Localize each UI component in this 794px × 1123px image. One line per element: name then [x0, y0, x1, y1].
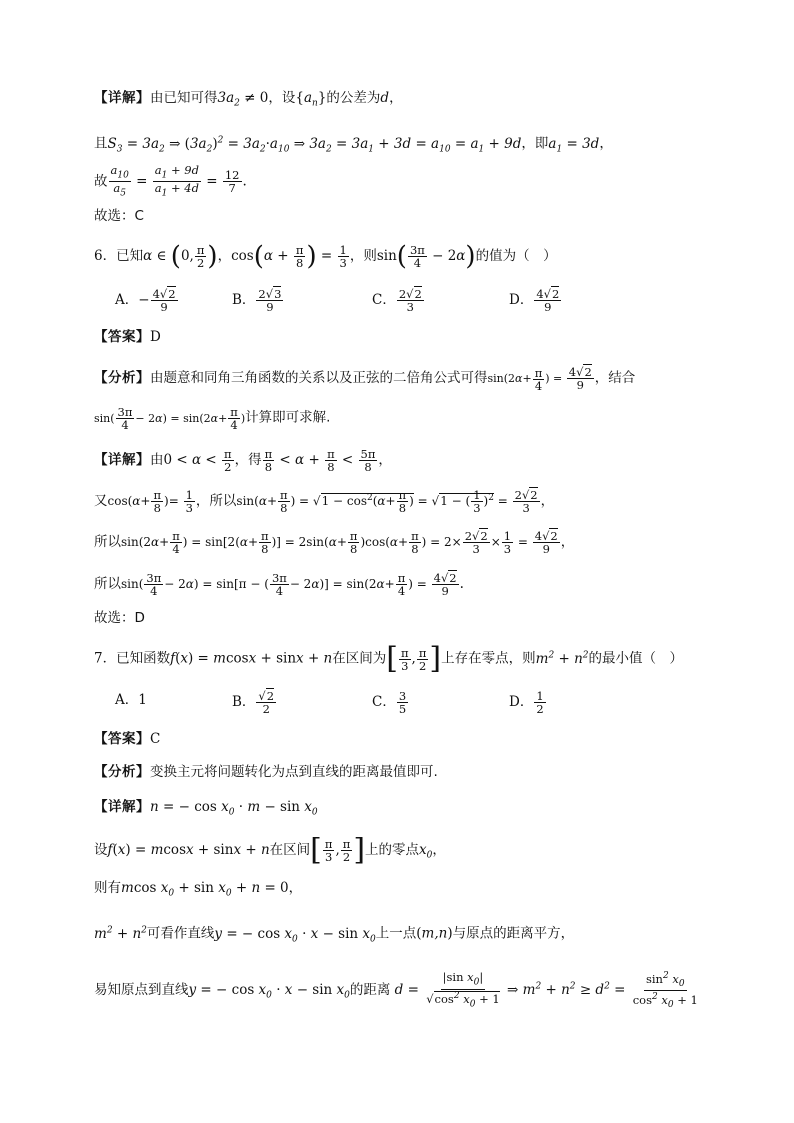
q7-option-d[interactable]: D． $\frac{1}{2}$ — [509, 689, 544, 716]
question-number: 7． — [94, 650, 117, 667]
detail-tag: 【详解】 — [94, 452, 150, 468]
q7-option-c[interactable]: C． $\frac{3}{5}$ — [372, 689, 407, 716]
q6-option-c[interactable]: C． $\frac{2√2}{3}$ — [372, 287, 422, 314]
detail-tag: 【详解】 — [94, 799, 150, 815]
q6-analysis-line1: 【分析】由题意和同角三角函数的关系以及正弦的二倍角公式可得sin(2α+ $\frac{\pi}{4}$ ) = $\frac{4√2}{9}$ ，结合 — [94, 365, 636, 393]
question-number: 6． — [94, 248, 117, 264]
answer-tag: 【答案】 — [94, 329, 150, 345]
q6-detail-line1: 【详解】由0 < α < $\frac{\pi}{2}$ ，得 $\frac{\pi}{8}$ < α + $\frac{\pi}{8}$ < $\frac{5\pi}{8}$ ， — [94, 447, 392, 474]
q5-choose: 故选：C — [94, 208, 144, 224]
q6-option-d[interactable]: D． $\frac{4√2}{9}$ — [509, 287, 560, 314]
q7-detail-line1: 【详解】n = − $\cos x_0 \cdot m - \sin x_0$ — [94, 799, 318, 818]
q6-stem: 6．已知α ∈ (0, $\frac{\pi}{2}$ )，cos(α + $\frac{\pi}{8}$ ) = $\frac{1}{3}$ ，则sin( $\frac{3\pi}{4}$ − 2α)的值为（ ） — [94, 241, 557, 272]
q7-analysis: 【分析】变换主元将问题转化为点到直线的距离最值即可. — [94, 764, 438, 780]
q5-detail-line3: 故 $\frac{a_{10}}{a_5}$ = $\frac{a_1 + 9d}{a_1 + 4d}$ = $\frac{12}{7}$ . — [94, 163, 247, 199]
fraction: $\frac{a_{10}}{a_5}$ — [110, 163, 129, 199]
q5-detail-line1: 【详解】由已知可得$3a_2 \ne 0$，设$\{a_n\}$的公差为d， — [94, 90, 403, 109]
q6-detail-line4: 所以sin( $\frac{3\pi}{4}$ − 2α) = sin[π − ( $\frac{3\pi}{4}$ − 2α)] = sin(2α+ $\frac{\pi}{4}$ ) = $\frac{4√2}{9}$ . — [94, 571, 464, 598]
q6-choose: 故选：D — [94, 610, 145, 626]
q6-detail-line3: 所以sin(2α+ $\frac{\pi}{4}$ ) = sin[2(α+ $\frac{\pi}{8}$ )] = 2sin(α+ $\frac{\pi}{8}$ )cos(α+ $\frac{\pi}{8}$ ) = 2× $\frac{2√2}{3}$ × $\frac{1}{3}$ = $\frac{4√2}{9}$ ， — [94, 529, 575, 556]
q6-option-a[interactable]: A．− $\frac{4√2}{9}$ — [115, 287, 176, 314]
q7-detail-line3: 则有mcos $x_0 + \sin x_0 + n = 0$， — [94, 880, 303, 899]
q6-option-b[interactable]: B． $\frac{2√3}{9}$ — [232, 287, 282, 314]
answer-tag: 【答案】 — [94, 731, 150, 747]
math-expr: $3a_2 \ne 0$ — [217, 90, 269, 109]
q7-detail-line2: 设f(x) = mcosx + sinx + n在区间[ $\frac{\pi}{3}$ , $\frac{\pi}{2}$ ]上的零点$x_0$， — [94, 832, 446, 868]
detail-tag: 【详解】 — [94, 90, 150, 106]
q7-detail-line5: 易知原点到直线y = − $\cos x_0 \cdot x - \sin x_0$的距离 d = $\frac{|\sin x_0|}{√\cos^2 x_0 + 1}$ ⇒ $m^2 + n^2 \ge d^2$ = $\frac{\sin^2 x_0}{\cos^2 x_0 + 1}$ — [94, 970, 698, 1011]
q6-detail-line2: 又cos(α+ $\frac{\pi}{8}$ )= $\frac{1}{3}$ ，所以sin(α+ $\frac{\pi}{8}$ ) = $√1 - \cos^2(\alpha+$ $\frac{\pi}{8}$ ) = √1 − ( $\frac{1}{3}$ )$^2$ = $\frac{2√2}{3}$ ， — [94, 488, 555, 515]
q7-stem: 7．已知函数f(x) = mcosx + sinx + n在区间为[ $\frac{\pi}{3}$ , $\frac{\pi}{2}$ ]上存在零点，则$m^2 + n^2$的最小值（ ） — [94, 641, 684, 676]
fraction: $\frac{a_1 + 9d}{a_1 + 4d}$ — [154, 163, 199, 199]
q7-option-b[interactable]: B． $\frac{√2}{2}$ — [232, 689, 275, 716]
q6-analysis-line2: sin( $\frac{3\pi}{4}$ − 2α) = sin(2α+ $\frac{\pi}{4}$ )计算即可求解. — [94, 405, 331, 432]
analysis-tag: 【分析】 — [94, 764, 150, 780]
fraction: $\frac{12}{7}$ — [224, 168, 240, 196]
analysis-tag: 【分析】 — [94, 370, 150, 386]
math-expr: $\{a_n\}$ — [295, 90, 327, 109]
math-expr: $S_3 = 3a_2$ ⇒ $(3a_2)^2 = 3a_2\cdot a_{10}$ ⇒ $3a_2 = 3a_1 + 3d = a_{10} = a_1 + 9d$ — [107, 135, 522, 155]
q7-detail-line4: $m^2 + n^2$可看作直线y = − $\cos x_0 \cdot x - \sin x_0$上一点(m,n)与原点的距离平方， — [94, 925, 575, 945]
q7-option-a[interactable]: A．1 — [115, 692, 147, 708]
q6-answer: 【答案】D — [94, 329, 161, 345]
q7-answer: 【答案】C — [94, 731, 161, 747]
q5-detail-line2: 且$S_3 = 3a_2$ ⇒ $(3a_2)^2 = 3a_2\cdot a_{10}$ ⇒ $3a_2 = 3a_1 + 3d = a_{10} = a_1 + 9d$，即$a_1 = 3d$， — [94, 135, 613, 155]
